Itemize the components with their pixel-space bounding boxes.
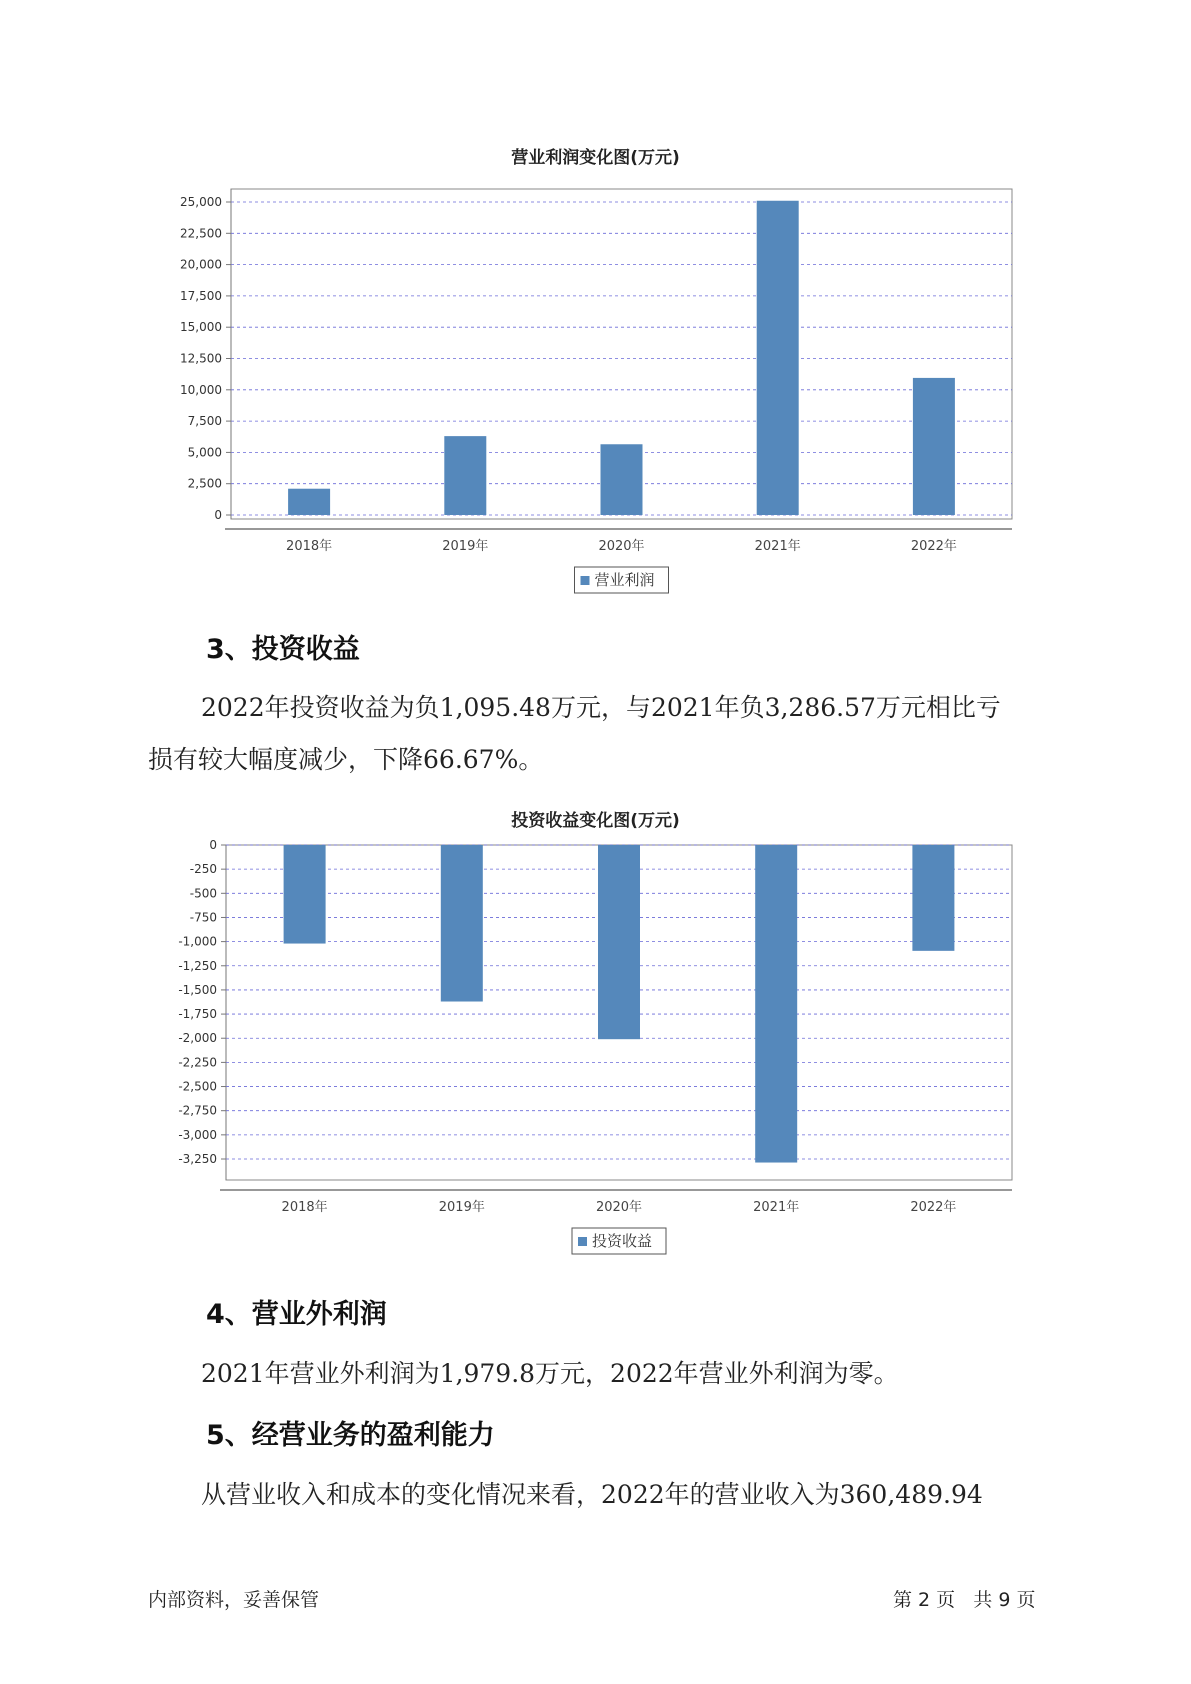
y-tick-label: 15,000	[180, 320, 222, 335]
x-tick-label: 2018年	[286, 539, 333, 554]
y-tick-label: 12,500	[180, 351, 222, 366]
section5-heading: 5、经营业务的盈利能力	[206, 1420, 495, 1451]
x-tick-label: 2018年	[281, 1200, 328, 1215]
footer-confidential-note: 内部资料，妥善保管	[148, 1589, 320, 1611]
bar	[288, 489, 330, 515]
y-tick-label: 0	[209, 838, 217, 852]
investment-income-chart	[0, 838, 1191, 1258]
y-tick-label: -750	[189, 910, 217, 925]
y-tick-label: -500	[189, 886, 217, 901]
y-tick-label: -2,250	[178, 1055, 217, 1070]
y-tick-label: 2,500	[187, 476, 222, 491]
y-tick-label: -3,250	[178, 1152, 217, 1166]
x-tick-label: 2022年	[910, 1200, 957, 1215]
section3-paragraph-line1: 2022年投资收益为负1,095.48万元，与2021年负3,286.57万元相比亏	[201, 693, 1001, 722]
y-tick-label: -1,750	[178, 1007, 217, 1022]
section4-paragraph: 2021年营业外利润为1,979.8万元，2022年营业外利润为零。	[201, 1359, 899, 1388]
y-tick-label: -2,500	[178, 1079, 217, 1094]
y-tick-label: -3,000	[178, 1127, 217, 1142]
y-tick-label: 7,500	[187, 414, 222, 429]
y-tick-label: -1,000	[178, 934, 217, 949]
chart1-title: 营业利润变化图(万元)	[511, 148, 680, 168]
bar	[441, 845, 483, 1002]
section3-paragraph-line2: 损有较大幅度减少，下降66.67%。	[148, 745, 544, 774]
y-tick-label: -1,250	[178, 958, 217, 973]
legend-swatch	[581, 576, 590, 585]
bar	[284, 845, 326, 944]
bar	[912, 845, 954, 951]
legend-swatch	[578, 1237, 587, 1246]
y-tick-label: -250	[189, 862, 217, 877]
y-tick-label: 5,000	[187, 445, 222, 460]
y-tick-label: 22,500	[180, 226, 222, 241]
x-tick-label: 2019年	[438, 1200, 485, 1215]
y-tick-label: 20,000	[180, 257, 222, 272]
x-tick-label: 2020年	[595, 1200, 643, 1215]
section3-heading: 3、投资收益	[206, 634, 360, 665]
footer-page-number: 第 2 页 共 9 页	[893, 1589, 1036, 1611]
x-tick-label: 2019年	[442, 539, 489, 554]
y-tick-label: 25,000	[180, 195, 222, 209]
bar	[913, 378, 955, 515]
legend-label: 投资收益	[592, 1232, 653, 1250]
operating-profit-chart	[0, 180, 1191, 600]
x-tick-label: 2021年	[754, 539, 801, 554]
y-tick-label: -1,500	[178, 982, 217, 997]
bar	[444, 436, 486, 515]
x-tick-label: 2022年	[910, 539, 957, 554]
y-tick-label: 10,000	[180, 382, 222, 397]
bar	[601, 444, 643, 515]
section5-paragraph: 从营业收入和成本的变化情况来看，2022年的营业收入为360,489.94	[201, 1480, 983, 1509]
y-tick-label: -2,750	[178, 1103, 217, 1118]
bar	[757, 201, 799, 515]
chart2-title: 投资收益变化图(万元)	[511, 811, 680, 831]
y-tick-label: 0	[214, 508, 222, 522]
legend-label: 营业利润	[594, 571, 655, 589]
y-tick-label: 17,500	[180, 288, 222, 303]
x-tick-label: 2021年	[753, 1200, 800, 1215]
y-tick-label: -2,000	[178, 1031, 217, 1046]
x-tick-label: 2020年	[598, 539, 645, 554]
section4-heading: 4、营业外利润	[206, 1299, 387, 1330]
bar	[598, 845, 640, 1039]
bar	[755, 845, 797, 1163]
